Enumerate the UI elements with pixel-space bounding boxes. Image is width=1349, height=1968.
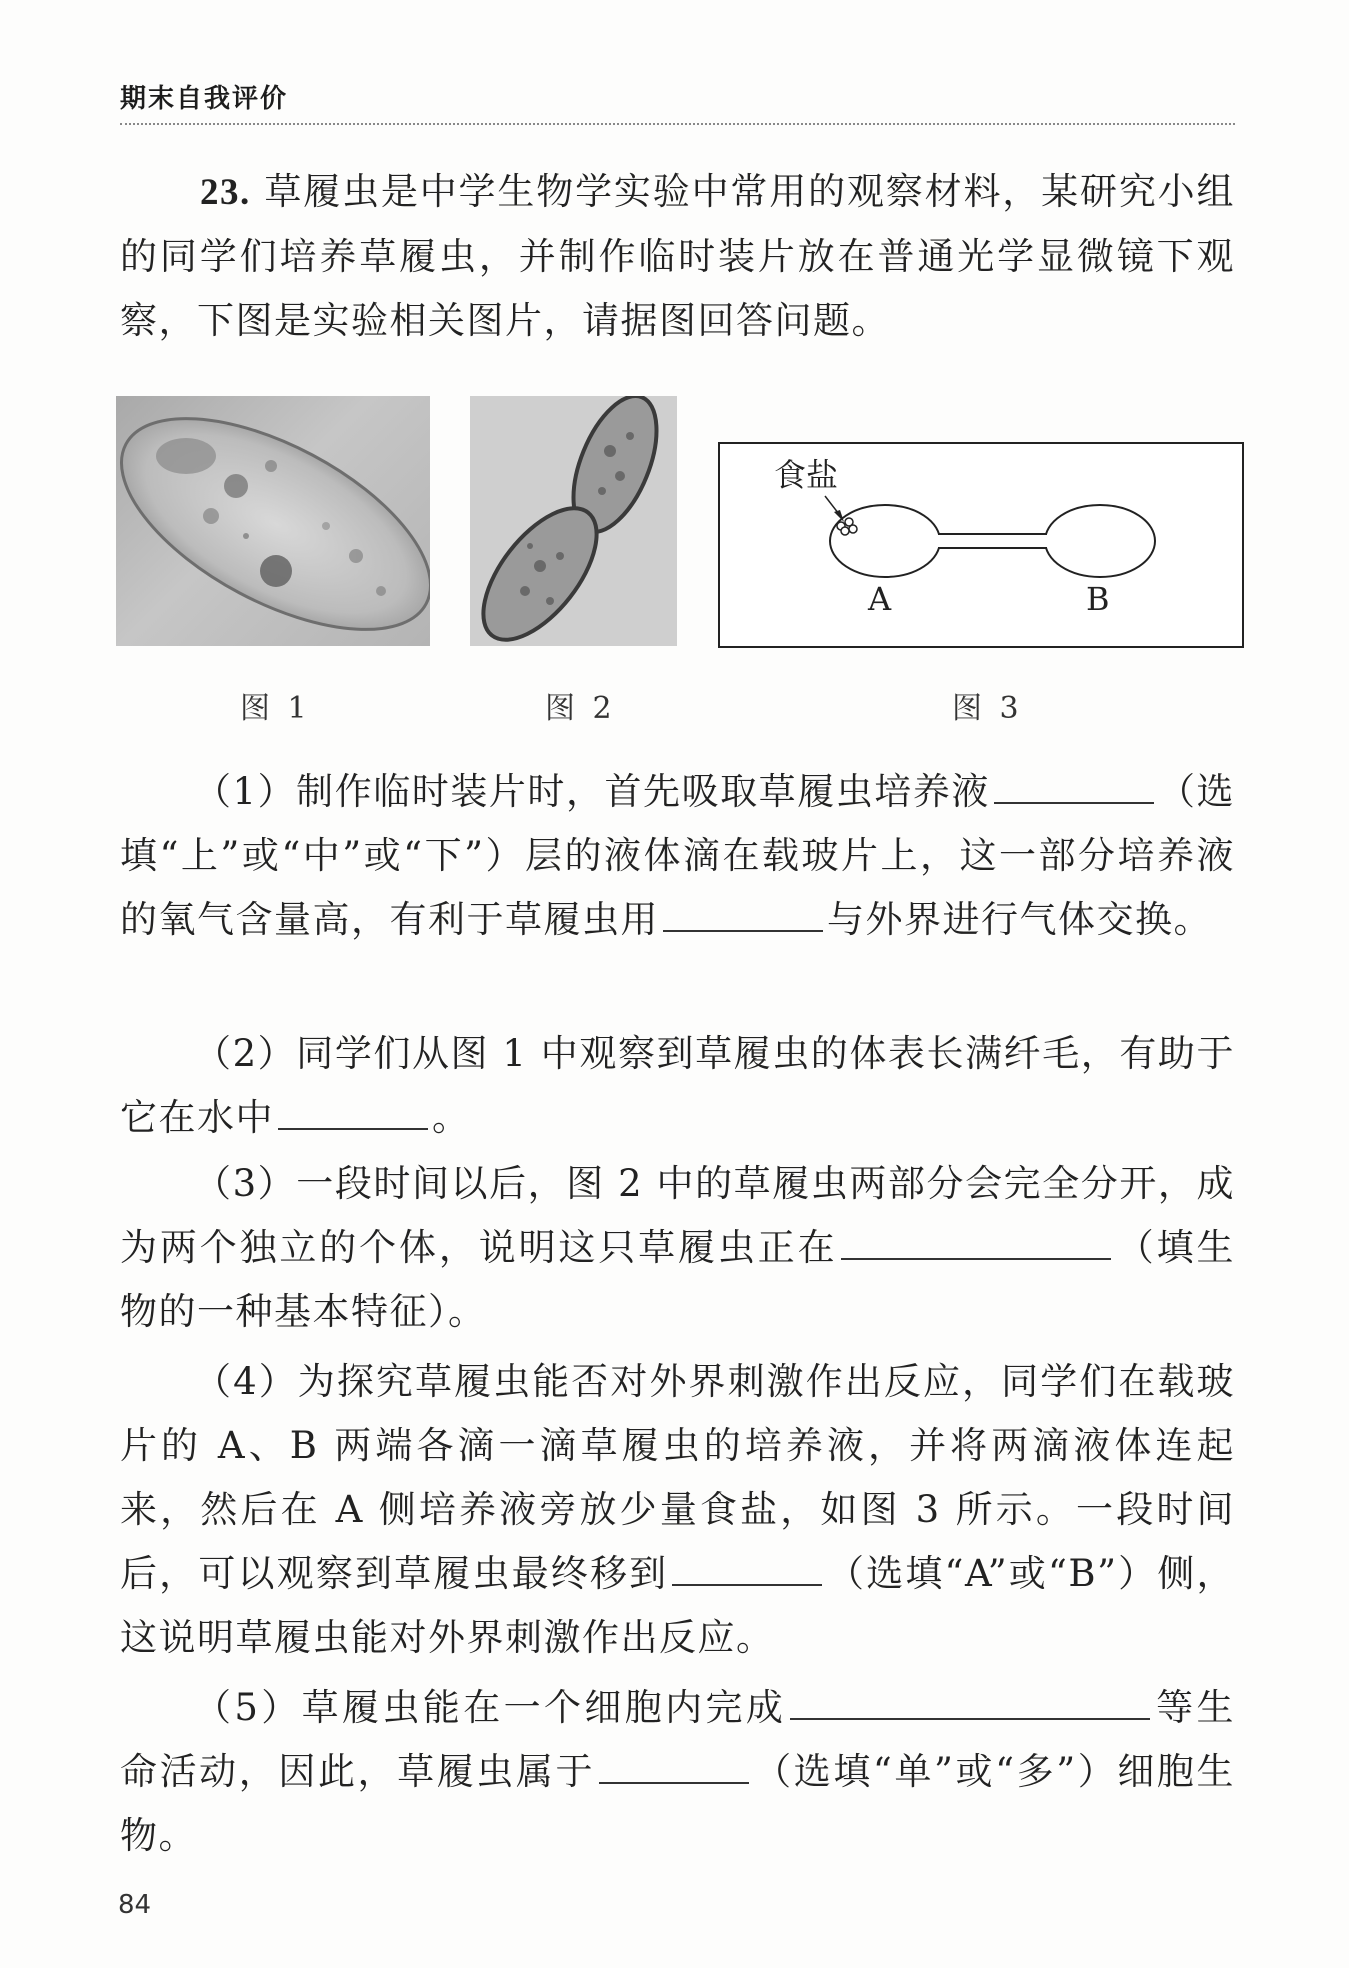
part-1-text-a: （1）制作临时装片时，首先吸取草履虫培养液 xyxy=(194,770,990,813)
part-3-text-a: （3）一段时间以后，图 2 中的草履虫两部分会完全分开，成为两个独立的个体，说明这只草履虫正在 xyxy=(120,1162,1235,1269)
part-4-text-b: （选填“A”或“B”）侧，这说明草履虫能对外界刺激作出反应。 xyxy=(120,1552,1236,1659)
question-intro xyxy=(120,160,1235,353)
part-2-text-b: 。 xyxy=(432,1096,471,1139)
label-a: A xyxy=(868,580,892,618)
salt-label: 食盐 xyxy=(774,456,839,494)
part-2-text-a: （2）同学们从图 1 中观察到草履虫的体表长满纤毛，有助于它在水中 xyxy=(120,1032,1235,1139)
answer-blank-2[interactable] xyxy=(663,896,823,932)
answer-blank-4[interactable] xyxy=(841,1224,1111,1260)
page-number: 84 xyxy=(118,1890,152,1920)
part-5-text-a: （5）草履虫能在一个细胞内完成 xyxy=(194,1686,787,1729)
label-b: B xyxy=(1086,580,1110,618)
part-3-text-b: （填生物的一种基本特征）。 xyxy=(120,1226,1236,1333)
part-5-text-c: （选填“单”或“多”）细胞生物。 xyxy=(120,1750,1235,1857)
figure-2-micrograph xyxy=(470,396,677,646)
part-5-text-b: 等生命活动，因此，草履虫属于 xyxy=(120,1686,1235,1793)
question-number: 23. xyxy=(200,172,251,213)
figure-3-diagram xyxy=(718,442,1244,648)
question-intro-text: 草履虫是中学生物学实验中常用的观察材料，某研究小组的同学们培养草履虫，并制作临时装片放在普通光学显微镜下观察，下图是实验相关图片，请据图回答问题。 xyxy=(120,170,1236,342)
part-1-text-b: （选填“上”或“中”或“下”）层的液体滴在载玻片上，这一部分培养液的氧气含量高，有利于草履虫用 xyxy=(120,770,1236,941)
part-3 xyxy=(120,1152,1235,1344)
figure-3-caption: 图 3 xyxy=(952,691,1023,726)
figure-1-caption: 图 1 xyxy=(240,691,311,726)
part-4-text-a: （4）为探究草履虫能否对外界刺激作出反应，同学们在载玻片的 A、B 两端各滴一滴草履虫的培养液，并将两滴液体连起来，然后在 A 侧培养液旁放少量食盐，如图 3 所示。一段时间后，可以观察到草履虫最终移到 xyxy=(120,1360,1235,1595)
answer-blank-6[interactable] xyxy=(790,1684,1150,1720)
figure-1-micrograph xyxy=(116,396,430,646)
figure-2-caption: 图 2 xyxy=(545,691,616,726)
answer-blank-1[interactable] xyxy=(994,768,1154,804)
answer-blank-3[interactable] xyxy=(278,1094,428,1130)
part-1 xyxy=(120,760,1235,952)
part-2 xyxy=(120,1022,1235,1150)
section-header: 期末自我评价 xyxy=(120,78,1235,125)
part-4 xyxy=(120,1350,1235,1670)
part-1-text-c: 与外界进行气体交换。 xyxy=(827,898,1212,941)
part-5 xyxy=(120,1676,1235,1868)
answer-blank-5[interactable] xyxy=(672,1550,822,1586)
answer-blank-7[interactable] xyxy=(599,1748,749,1784)
